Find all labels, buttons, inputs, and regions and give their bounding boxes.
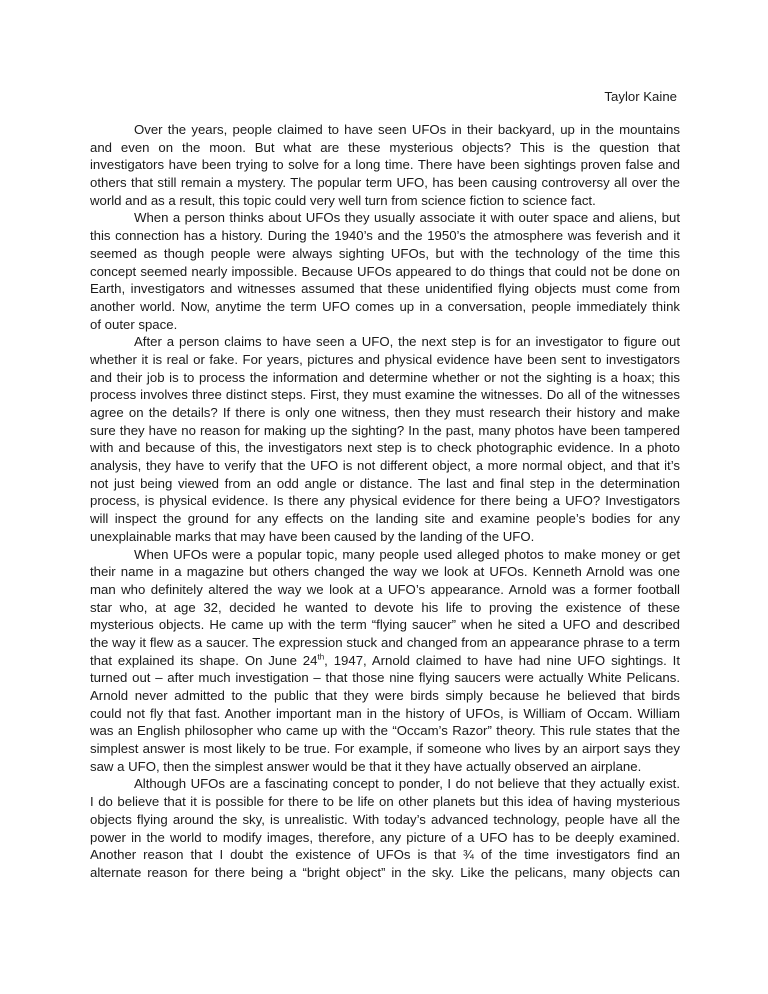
text-line: sure they have no reason for making up the sighting? In the past, many photos have been tampered <box>90 422 680 438</box>
text-line: whether it is real or fake. For years, pictures and physical evidence have been sent to investigators <box>90 351 680 367</box>
text-line: When UFOs were a popular topic, many people used alleged photos to make money or get <box>134 546 680 562</box>
text-line: alternate reason for there being a “bright object” in the sky. Like the pelicans, many objects can <box>90 864 680 880</box>
text-segment: that explained its shape. On June 24 <box>90 652 318 668</box>
paragraph-4 <box>90 546 680 776</box>
text-line: I do believe that it is possible for there to be life on other planets but this idea of having mysterious <box>90 794 680 810</box>
text-line: could not fly that fast. Another important man in the history of UFOs, is William of Occam. William <box>90 705 680 721</box>
paragraph-1 <box>90 121 680 209</box>
paragraph-5 <box>90 775 680 881</box>
text-line: the way it flew as a saucer. The expression stuck and changed from an appearance phrase to a term <box>90 634 680 650</box>
text-segment: , 1947, Arnold claimed to have had nine UFO sightings. It <box>324 652 680 668</box>
ordinal-superscript: th <box>317 652 325 662</box>
text-line: turned out – after much investigation – that those nine flying saucers were actually White Pelicans. <box>90 670 680 686</box>
text-line: Although UFOs are a fascinating concept to ponder, I do not believe that they actually exist. <box>134 776 680 792</box>
text-line: star who, at age 32, decided he wanted to devote his life to proving the existence of these <box>90 599 680 615</box>
text-line: objects flying around the sky, is unrealistic. With today’s advanced technology, people have all the <box>90 811 680 827</box>
text-line: and even on the moon. But what are these mysterious objects? This is the question that <box>90 139 680 155</box>
text-line: man who definitely altered the way we look at a UFO’s appearance. Arnold was a former football <box>90 581 680 597</box>
text-line: others that still remain a mystery. The popular term UFO, has been causing controversy all over the <box>90 175 680 191</box>
essay-body <box>90 121 680 882</box>
text-line: After a person claims to have seen a UFO, the next step is for an investigator to figure out <box>134 334 680 350</box>
text-line: and their job is to process the information and determine whether or not the sighting is a hoax; this <box>90 369 680 385</box>
paragraph-2 <box>90 209 680 333</box>
text-line: not just being viewed from an odd angle or distance. The last and final step in the determination <box>90 475 680 491</box>
text-line: their name in a magazine but others changed the way we look at UFOs. Kenneth Arnold was one <box>90 564 680 580</box>
text-line: Over the years, people claimed to have seen UFOs in their backyard, up in the mountains <box>134 122 680 137</box>
text-line: Earth, investigators and witnesses assumed that these unidentified flying objects must come from <box>90 281 680 297</box>
text-line: power in the world to modify images, therefore, any picture of a UFO has to be deeply examined. <box>90 829 680 845</box>
text-line: agree on the details? If there is only one witness, then they must research their history and make <box>90 405 680 420</box>
text-line-with-superscript <box>90 652 680 670</box>
text-line: Arnold never admitted to the public that they were birds simply because he believed that birds <box>90 688 680 703</box>
text-line: simplest answer is most likely to be true. For example, if someone who lives by an airport says they <box>90 741 680 757</box>
text-line: process involves three distinct steps. First, they must examine the witnesses. Do all of the witnesses <box>90 387 680 403</box>
text-line: analysis, they have to verify that the UFO is not different object, a more normal object, and that it’s <box>90 458 680 474</box>
paragraph-3 <box>90 333 680 545</box>
text-line: was an English philosopher who came up with the “Occam’s Razor” theory. This rule states that the <box>90 723 680 739</box>
text-line: mysterious objects. He came up with the term “flying saucer” when he sited a UFO and described <box>90 617 680 633</box>
text-line: process, is physical evidence. Is there any physical evidence for there being a UFO? Investigators <box>90 493 680 509</box>
text-line: saw a UFO, then the simplest answer would be that it they have actually observed an airplane. <box>90 758 642 774</box>
text-line: seemed as though people were always sighting UFOs, but with the technology of the time this <box>90 245 680 261</box>
text-line: unexplainable marks that may have been caused by the landing of the UFO. <box>90 528 535 544</box>
text-line: world and as a result, this topic could very well turn from science fiction to science fact. <box>90 192 596 208</box>
text-line: When a person thinks about UFOs they usually associate it with outer space and aliens, but <box>134 210 680 226</box>
text-line: another world. Now, anytime the term UFO comes up in a conversation, people immediately think <box>90 298 680 314</box>
author-name: Taylor Kaine <box>604 89 677 104</box>
text-line: investigators have been trying to solve for a long time. There have been sightings proven false and <box>90 157 680 173</box>
text-line: will inspect the ground for any effects on the landing site and examine people’s bodies for any <box>90 511 680 527</box>
text-line: with and because of this, the investigators next step is to check photographic evidence. In a photo <box>90 440 680 456</box>
text-line: Another reason that I doubt the existence of UFOs is that ¾ of the time investigators find an <box>90 847 680 863</box>
text-line: concept seemed nearly impossible. Because UFOs appeared to do things that could not be done on <box>90 263 680 279</box>
text-line: this connection has a history. During the 1940’s and the 1950’s the atmosphere was feverish and it <box>90 228 680 244</box>
text-line: of outer space. <box>90 316 178 332</box>
